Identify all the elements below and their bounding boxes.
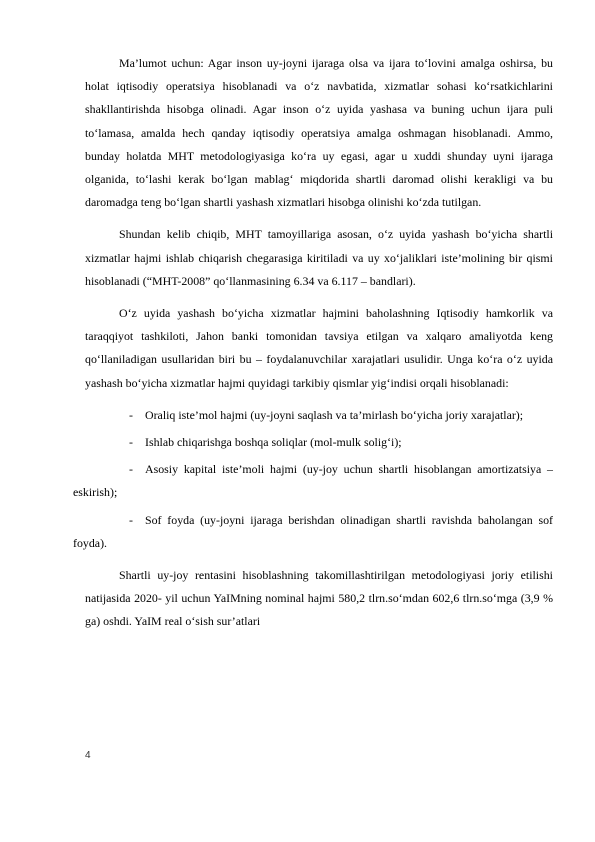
list-item: [73, 458, 553, 504]
list-item-text: Asosiy kapital iste’moli hajmi (uy-joy uchun shartli hisoblangan amortizatsiya – eskirish);: [73, 462, 553, 500]
body-text: [73, 52, 553, 643]
list-dash: -: [129, 512, 133, 527]
list-item-text: Ishlab chiqarishga boshqa soliqlar (mol-mulk solig‘i);: [145, 435, 402, 450]
list-dash: -: [129, 407, 133, 422]
list-dash: -: [129, 462, 133, 477]
component-list: [73, 404, 553, 555]
list-item-text: Oraliq iste’mol hajmi (uy-joyni saqlash va ta’mirlash bo‘yicha joriy xarajatlar);: [145, 407, 524, 422]
paragraph-4: Shartli uy-joy rentasini hisoblashning takomillashtirilgan metodologiyasi joriy etilishi natijasida 2020- yil uchun YaIMning nominal hajmi 580,2 tlrn.so‘mdan 602,6 tlrn.so‘mga (3,9 % ga) oshdi. YaIM real o‘sish sur’atlari: [85, 568, 553, 629]
list-item: [73, 509, 553, 555]
list-item: [73, 431, 553, 454]
paragraph-3: O‘z uyida yashash bo‘yicha xizmatlar hajmini baholashning Iqtisodiy hamkorlik va taraqqiyot tashkiloti, Jahon banki tomonidan tavsiya etilgan va xalqaro amaliyotda keng qo‘llaniladigan usullaridan biri bu – foydalanuvchilar xarajatlari usulidir. Unga ko‘ra o‘z uyida yashash bo‘yicha xizmatlar hajmi quyidagi tarkibiy qismlar yig‘indisi orqali hisoblanadi:: [85, 306, 553, 390]
page-number: 4: [85, 750, 91, 761]
paragraph-2: Shundan kelib chiqib, MHT tamoyillariga asosan, o‘z uyida yashash bo‘yicha shartli xizmatlar hajmi ishlab chiqarish chegarasiga kiritiladi va uy xo‘jaliklari iste’molining bir qismi hisoblanadi (“MHT-2008” qo‘llanmasining 6.34 va 6.117 – bandlari).: [85, 227, 553, 288]
list-dash: -: [129, 435, 133, 450]
list-item-text: Sof foyda (uy-joyni ijaraga berishdan olinadigan shartli ravishda baholangan sof foyda).: [73, 512, 553, 550]
list-item: [73, 404, 553, 427]
paragraph-1: Ma’lumot uchun: Agar inson uy-joyni ijaraga olsa va ijara to‘lovini amalga oshirsa, bu holat iqtisodiy operatsiya hisoblanadi va o‘z navbatida, xizmatlar sohasi ko‘rsatkichlarini shakllantirishda hisobga olinadi. Agar inson o‘z uyida yashasa va buning uchun ijara puli to‘lamasa, amalda hech qanday iqtisodiy operatsiya amalga oshmagan hisoblanadi. Ammo, bunday holatda MHT metodologiyasiga ko‘ra uy egasi, agar u xuddi shunday uyni ijaraga olganida, to‘lashi kerak bo‘lgan mablag‘ miqdorida shartli daromad olishi kerakligi va bu daromadga teng bo‘lgan shartli yashash xizmatlari hisobga olinishi ko‘zda tutilgan.: [85, 56, 553, 210]
